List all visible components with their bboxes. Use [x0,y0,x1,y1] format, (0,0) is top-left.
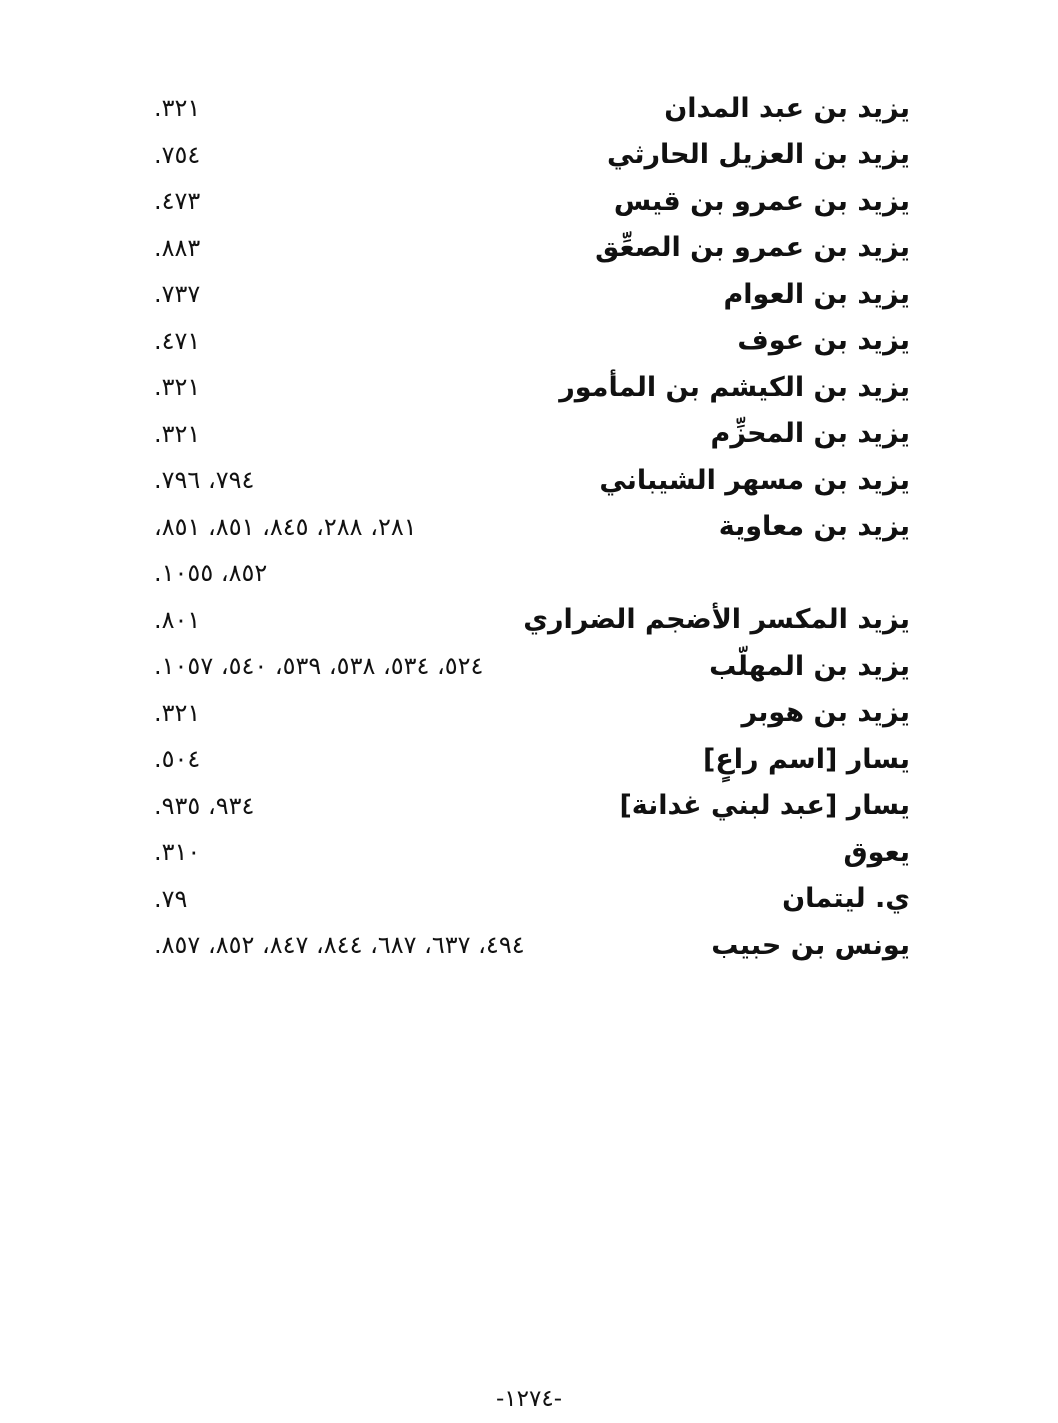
entry-name: يزيد بن العوام [723,278,910,310]
entry-name: يسار [عبد لبني غدانة] [619,790,910,822]
entry-page-refs: ٨٨٣. [154,233,201,262]
entry-page-refs: ٣٢١. [154,373,201,402]
entry-name: يزيد بن الكيشم بن المأمور [559,371,910,403]
entry-page-refs: ٧٩. [154,884,188,913]
entry-page-refs: ٤٧٣. [154,187,201,216]
entry-name: يزيد بن المحزِّم [710,418,910,450]
entry-name: يزيد بن المهلّب [709,650,910,682]
index-entry [150,690,910,737]
index-entry [150,736,910,783]
entry-name: يزيد بن مسهر الشيباني [599,464,910,496]
entry-page-refs: ٨٥٢، ١٠٥٥. [154,559,268,588]
entry-page-refs: ٣٢١. [154,94,201,123]
page-number: -١٢٧٤- [495,1386,563,1412]
entry-page-refs: ٧٥٤. [154,140,201,169]
entry-page-refs: ٩٣٤، ٩٣٥. [154,791,255,820]
entry-name: يسار [اسم راعٍ] [703,743,910,775]
entry-name: يزيد بن هوبر [741,697,910,729]
entry-page-refs: ٤٧١. [154,326,201,355]
index-entry-continuation [150,550,910,597]
index-entry [150,783,910,830]
entry-name: يزيد بن عوف [737,325,910,357]
entry-page-refs: ٣١٠. [154,838,201,867]
entry-page-refs: ٥٢٤، ٥٣٤، ٥٣٨، ٥٣٩، ٥٤٠، ١٠٥٧. [154,652,484,681]
entry-name: يزيد بن عبد المدان [664,92,910,124]
index-entry [150,411,910,458]
index-entry [150,178,910,225]
entry-name: يزيد المكسر الأضجم الضراري [523,604,910,636]
entry-page-refs: ٣٢١. [154,698,201,727]
entry-page-refs: ٢٨١، ٢٨٨، ٨٤٥، ٨٥١، ٨٥١، [154,512,417,541]
index-entry [150,132,910,179]
entry-name: يزيد بن عمرو بن الصعِّق [595,232,910,264]
index-entry [150,643,910,690]
index-entry [150,85,910,132]
index-entry [150,225,910,272]
entry-page-refs: ٨٠١. [154,605,201,634]
entry-page-refs: ٥٠٤. [154,745,201,774]
index-entry [150,922,910,969]
entry-name: يزيد بن معاوية [718,511,910,543]
entry-name: يعوق [843,836,910,868]
entry-name: ي. ليتمان [782,883,910,915]
entry-page-refs: ٧٣٧. [154,280,201,309]
index-entry [150,457,910,504]
index-entry [150,271,910,318]
entry-page-refs: ٤٩٤، ٦٣٧، ٦٨٧، ٨٤٤، ٨٤٧، ٨٥٢، ٨٥٧. [154,931,525,960]
index-entry [150,597,910,644]
entry-name: يزيد بن عمرو بن قيس [613,185,910,217]
index-entry [150,364,910,411]
entry-name: يونس بن حبيب [711,929,910,961]
entry-name: يزيد بن العزيل الحارثي [607,139,910,171]
index-entry [150,876,910,923]
index-entry [150,829,910,876]
index-entry [150,504,910,551]
index-entry [150,318,910,365]
entry-page-refs: ٣٢١. [154,419,201,448]
name-index-list [150,85,910,969]
entry-page-refs: ٧٩٤، ٧٩٦. [154,466,255,495]
